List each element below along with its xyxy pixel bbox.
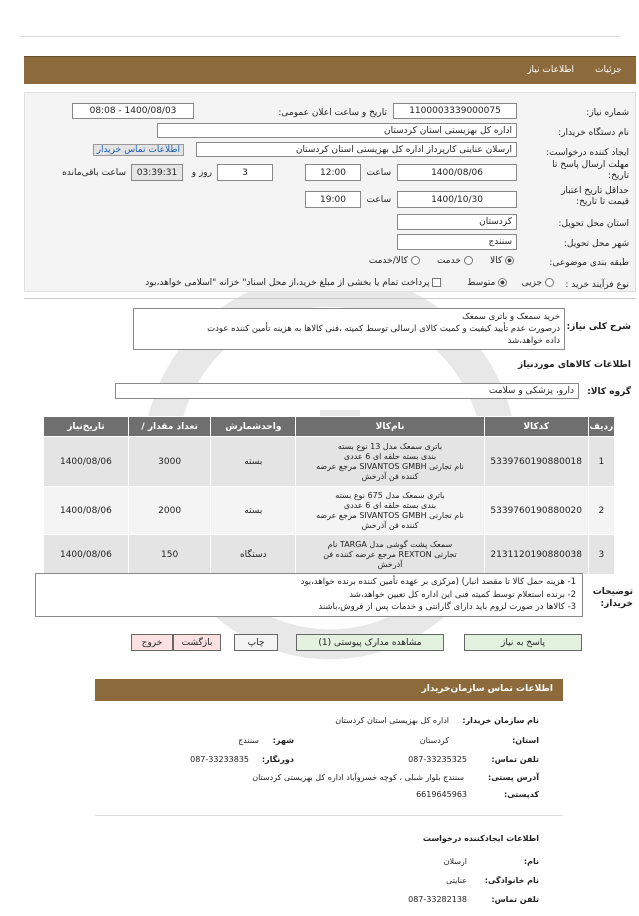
reply-deadline-label: مهلت ارسال پاسخ تا تاریخ: bbox=[552, 160, 629, 181]
cell-qty: 150 bbox=[128, 535, 211, 575]
buyer-contact-button[interactable]: اطلاعات تماس خریدار bbox=[93, 144, 184, 156]
description-line-2: درصورت عدم تأیید کیفیت و کمیت کالای ارسالی توسط کمیته ،فنی کالاها به هزینه تأمین کننده عودت bbox=[207, 324, 560, 334]
process-medium-radio[interactable] bbox=[498, 278, 507, 287]
contact-address-label: آدرس پستی: bbox=[488, 773, 539, 782]
announce-label: تاریخ و ساعت اعلان عمومی: bbox=[278, 108, 387, 118]
back-button[interactable]: بازگشت bbox=[173, 634, 221, 651]
city-field: سنندج bbox=[397, 234, 517, 250]
contact-city-label: شهر: bbox=[272, 736, 294, 745]
goods-group-label: گروه کالا: bbox=[587, 387, 631, 397]
cell-date: 1400/08/06 bbox=[44, 437, 129, 487]
city-label: شهر محل تحویل: bbox=[563, 239, 629, 249]
category-service-radio[interactable] bbox=[464, 256, 473, 265]
contact-divider bbox=[95, 815, 563, 816]
view-documents-button[interactable]: مشاهده مدارک پیوستی (1) bbox=[296, 634, 444, 651]
cell-unit: بسته bbox=[211, 487, 296, 535]
reply-button[interactable]: پاسخ به نیاز bbox=[464, 634, 582, 651]
goods-table bbox=[43, 416, 615, 575]
buyer-org-label: نام دستگاه خریدار: bbox=[558, 128, 629, 138]
print-button[interactable]: چاپ bbox=[234, 634, 278, 651]
contact-postal-label: کدپستی: bbox=[504, 790, 539, 799]
process-label: نوع فرآیند خرید : bbox=[565, 280, 629, 290]
process-minor-radio[interactable] bbox=[545, 278, 554, 287]
description-box bbox=[133, 308, 565, 350]
contact-fax-label: دورنگار: bbox=[261, 755, 294, 764]
contact-fax: 087-33233835 bbox=[190, 755, 249, 764]
exit-button[interactable]: خروج bbox=[131, 634, 173, 651]
reply-time-field: 12:00 bbox=[305, 164, 361, 181]
header-bar bbox=[24, 56, 636, 84]
contact-postal: 6619645963 bbox=[416, 790, 467, 799]
description-line-3: داده خواهد،شد bbox=[507, 336, 560, 346]
creator-family: عنایتی bbox=[446, 876, 467, 885]
contact-title: اطلاعات تماس سازمان‌خریدار bbox=[421, 684, 553, 694]
contact-province: کردستان bbox=[419, 736, 449, 745]
treasury-checkbox[interactable] bbox=[432, 278, 441, 287]
table-row bbox=[44, 535, 615, 575]
description-label: شرح کلی نیاز: bbox=[566, 322, 631, 332]
creator-name: ارسلان bbox=[443, 857, 467, 866]
category-goods-service-label: کالا/خدمت bbox=[368, 256, 408, 266]
need-number-field: 1100003339000075 bbox=[393, 103, 517, 119]
buyer-notes-box bbox=[35, 573, 583, 617]
cell-qty: 2000 bbox=[128, 487, 211, 535]
process-medium-label: متوسط bbox=[467, 278, 496, 288]
reply-time-label: ساعت bbox=[366, 168, 391, 178]
contact-province-label: استان: bbox=[512, 736, 539, 745]
category-goods-radio[interactable] bbox=[505, 256, 514, 265]
creator-name-label: نام: bbox=[523, 857, 539, 866]
buyer-org-field: اداره کل بهزیستی استان کردستان bbox=[157, 123, 517, 138]
cell-name: باتری سمعک مدل 13 نوع بسته بندی بسته حلقه ای 6 عددی نام تجارتی SIVANTOS GMBH مرجع عرضه کننده فن آذرخش bbox=[296, 437, 485, 487]
table-row bbox=[44, 437, 615, 487]
cell-row: 3 bbox=[588, 535, 614, 575]
price-validity-time-label: ساعت bbox=[366, 195, 391, 205]
creator-field: ارسلان عنایتی کارپرداز اداره کل بهزیستی استان کردستان bbox=[196, 142, 517, 157]
creator-family-label: نام خانوادگی: bbox=[484, 876, 539, 885]
creator-phone: 087-33282138 bbox=[408, 895, 467, 904]
cell-name: باتری سمعک مدل 675 نوع بسته بندی بسته حلقه ای 6 عددی نام تجارتی SIVANTOS GMBH مرجع عرضه کننده فن آذرخش bbox=[296, 487, 485, 535]
province-field: کردستان bbox=[397, 214, 517, 230]
col-qty: تعداد مقدار / bbox=[128, 417, 211, 437]
category-service-label: خدمت bbox=[436, 256, 461, 266]
cell-row: 2 bbox=[588, 487, 614, 535]
section-divider bbox=[24, 298, 636, 299]
reply-date-field: 1400/08/06 bbox=[397, 164, 517, 181]
cell-code: 5339760190880020 bbox=[484, 487, 588, 535]
cell-name: سمعک پشت گوشی مدل TARGA نام تجارتی REXTON مرجع عرضه کننده فن آذرخش bbox=[296, 535, 485, 575]
treasury-note: پرداخت تمام یا بخشی از مبلغ خرید،از محل اسناد" خزانه "اسلامی خواهد،بود bbox=[145, 278, 430, 288]
contact-buyer-org: اداره کل بهزیستی استان کردستان bbox=[335, 716, 449, 725]
description-line-1: خرید سمعک و باتری سمعک bbox=[462, 312, 560, 322]
buyer-notes-label: توضیحات خریدار: bbox=[592, 587, 633, 609]
creator-phone-label: تلفن تماس: bbox=[491, 895, 539, 904]
goods-section-title: اطلاعات کالاهای موردنیاز bbox=[517, 360, 631, 370]
contact-phone: 087-33235325 bbox=[408, 755, 467, 764]
cell-code: 5339760190880018 bbox=[484, 437, 588, 487]
contact-phone-label: تلفن تماس: bbox=[491, 755, 539, 764]
col-date: تاریخ‌نیاز bbox=[44, 417, 129, 437]
contact-city: سنندج bbox=[238, 736, 259, 745]
category-goods-service-radio[interactable] bbox=[411, 256, 420, 265]
note-line-1: 1- هزینه حمل کالا تا مقصد انبار) (مرکزی بر عهده تأمین کننده برنده خواهد،بود bbox=[300, 577, 576, 587]
cell-date: 1400/08/06 bbox=[44, 487, 129, 535]
category-goods-label: کالا bbox=[489, 256, 503, 266]
table-row bbox=[44, 487, 615, 535]
contact-address: سنندج بلوار شبلی ، کوچه خسروآباد اداره کل بهزیستی کردستان bbox=[252, 773, 464, 782]
price-validity-time-field: 19:00 bbox=[305, 191, 361, 208]
tab-need-info[interactable]: اطلاعات نیاز bbox=[527, 65, 574, 75]
cell-unit: بسته bbox=[211, 437, 296, 487]
need-number-label: شماره نیاز: bbox=[586, 108, 629, 118]
remaining-time-field: 03:39:31 bbox=[131, 164, 183, 181]
category-label: طبقه بندی موضوعی: bbox=[549, 258, 629, 268]
contact-header-bar bbox=[95, 679, 563, 701]
days-label: روز و bbox=[191, 168, 212, 178]
col-code: کدکالا bbox=[484, 417, 588, 437]
announce-datetime-field: 1400/08/03 - 08:08 bbox=[72, 103, 194, 119]
price-validity-date-field: 1400/10/30 bbox=[397, 191, 517, 208]
cell-row: 1 bbox=[588, 437, 614, 487]
col-name: نام‌کالا bbox=[296, 417, 485, 437]
days-field: 3 bbox=[217, 164, 273, 181]
cell-code: 2131120190880038 bbox=[484, 535, 588, 575]
note-line-2: 2- برنده استعلام توسط کمیته فنی این اداره کل تعیین خواهد،شد bbox=[349, 589, 576, 600]
tab-details[interactable]: جزئیات bbox=[595, 65, 622, 75]
creator-info-title: اطلاعات ایجادکننده درخواست bbox=[422, 834, 539, 843]
note-line-3: 3- کالاها در صورت لزوم باید دارای گارانتی و خدمات پس از فروش،باشند bbox=[318, 602, 576, 612]
province-label: استان محل تحویل: bbox=[558, 219, 629, 229]
cell-qty: 3000 bbox=[128, 437, 211, 487]
contact-buyer-org-label: نام سازمان خریدار: bbox=[462, 716, 539, 725]
cell-date: 1400/08/06 bbox=[44, 535, 129, 575]
cell-unit: دستگاه bbox=[211, 535, 296, 575]
remaining-time-label: ساعت باقی‌مانده bbox=[62, 168, 126, 178]
price-validity-label: حداقل تاریخ اعتبار قیمت تا تاریخ: bbox=[561, 186, 629, 207]
process-minor-label: جزیی bbox=[521, 278, 543, 288]
col-unit: واحدشمارش bbox=[211, 417, 296, 437]
col-row: ردیف bbox=[588, 417, 614, 437]
top-divider bbox=[20, 36, 620, 37]
creator-label: ایجاد کننده درخواست: bbox=[546, 148, 629, 158]
goods-group-field: دارو، پزشکی و سلامت bbox=[115, 383, 579, 399]
